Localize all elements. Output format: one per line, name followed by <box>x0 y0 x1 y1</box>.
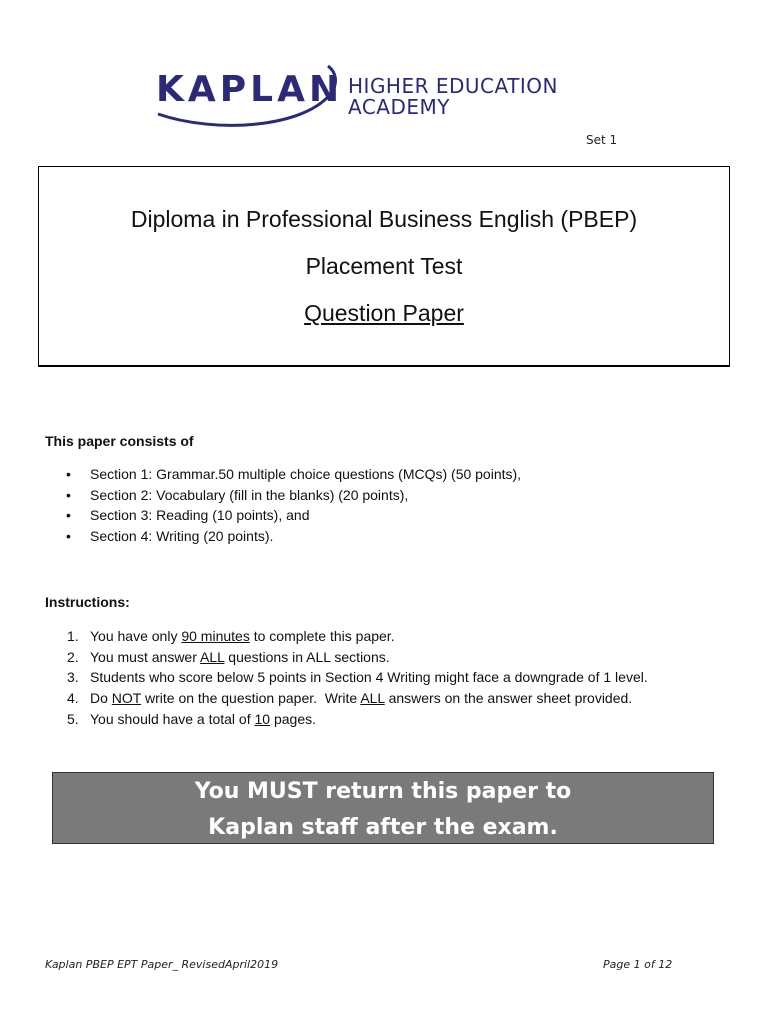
instruction-text: questions in ALL sections. <box>224 648 390 665</box>
paper-title-text: Question Paper <box>304 300 464 326</box>
diploma-title: Diploma in Professional Business English (PBEP) <box>130 206 638 232</box>
banner-line2: Kaplan staff after the exam. <box>208 815 558 840</box>
instruction-emphasis: NOT <box>111 690 142 707</box>
instruction-emphasis: 90 minutes <box>181 628 250 644</box>
instruction-emphasis: 10 <box>254 710 271 727</box>
instruction-item <box>45 626 648 647</box>
logo-tagline-line2: ACADEMY <box>348 95 450 119</box>
instruction-number: 4. <box>67 690 79 707</box>
instruction-text: to complete this paper. <box>249 628 395 644</box>
instruction-emphasis: ALL <box>200 648 225 665</box>
logo-brand: KAPLAN <box>156 69 344 110</box>
sections-list <box>45 464 521 547</box>
list-item: • Section 2: Vocabulary (fill in the blanks) (20 points), <box>45 485 521 506</box>
consists-heading: This paper consists of <box>45 433 194 449</box>
instruction-item <box>45 647 648 668</box>
instruction-item <box>45 688 648 709</box>
footer-document-id: Kaplan PBEP EPT Paper_ RevisedApril2019 <box>45 958 279 971</box>
list-item: • Section 3: Reading (10 points), and <box>45 505 521 526</box>
instructions-list <box>45 626 648 730</box>
logo-tagline-line1: HIGHER EDUCATION <box>348 74 558 98</box>
banner-line1: You MUST return this paper to <box>194 779 572 804</box>
instructions-heading: Instructions: <box>45 594 130 610</box>
list-item: • Section 1: Grammar.50 multiple choice questions (MCQs) (50 points), <box>45 464 521 485</box>
kaplan-logo <box>156 62 586 132</box>
test-title: Placement Test <box>305 253 463 279</box>
instruction-number: 3. <box>67 669 79 686</box>
instruction-item <box>45 709 648 730</box>
instruction-item <box>45 667 648 688</box>
list-item: • Section 4: Writing (20 points). <box>45 526 521 547</box>
instruction-text: Students who score below 5 points in Section 4 Writing might face a downgrade of 1 level. <box>90 669 648 686</box>
instruction-text: write on the question paper. Write <box>141 690 361 707</box>
title-box <box>38 166 730 367</box>
instruction-text: You should have a total of <box>90 710 255 727</box>
instruction-text: You must answer <box>90 648 200 665</box>
instruction-text: answers on the answer sheet provided. <box>384 690 633 707</box>
instruction-text: pages. <box>270 710 317 727</box>
instruction-text: You have only <box>90 628 182 644</box>
instruction-number: 5. <box>67 710 79 727</box>
instruction-text: Do <box>90 690 112 707</box>
instruction-emphasis: ALL <box>360 690 385 707</box>
instruction-number: 2. <box>67 648 79 665</box>
logo-tagline <box>348 76 558 118</box>
footer-page-number: Page 1 of 12 <box>603 958 673 971</box>
return-paper-banner <box>52 772 714 844</box>
instruction-number: 1. <box>67 628 79 644</box>
paper-title <box>39 299 729 327</box>
set-label: Set 1 <box>586 133 618 147</box>
